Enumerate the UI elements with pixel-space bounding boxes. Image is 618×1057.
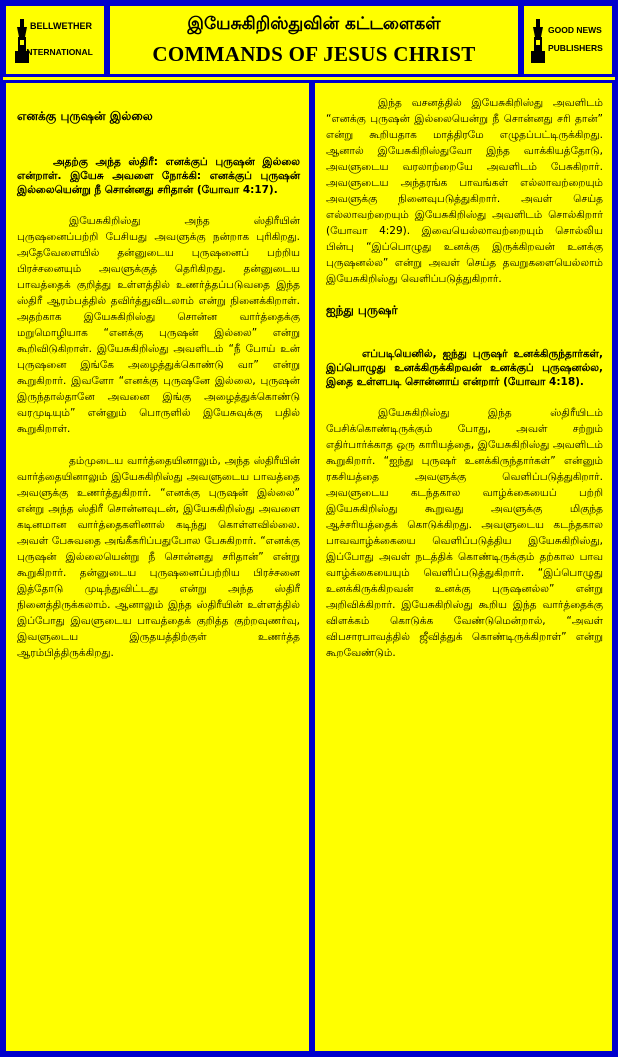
header: [3, 3, 615, 80]
title-box: [107, 3, 521, 77]
good-news-logo[interactable]: [521, 3, 615, 77]
logo-line-1: BELLWETHER: [30, 21, 92, 31]
logo-line-1: GOOD NEWS: [548, 25, 602, 35]
right-column: [312, 80, 615, 1054]
scripture-quote: அதற்கு அந்த ஸ்திரீ: எனக்குப் புருஷன் இல்லை என்றாள். இயேசு அவளை நோக்கி: எனக்குப் புருஷன் இல்லையென்று நீ சொன்னது சரிதான் (யோவா 4:17).: [17, 156, 300, 196]
bell-tower-icon: [530, 17, 546, 65]
body-paragraph: தம்முடைய வார்த்தையினாலும், அந்த ஸ்திரீயின் வார்த்தையினாலும் இயேசுகிறிஸ்து அவளுடைய பாவத்தை அவளுக்கு உணர்த்துகிறார். “எனக்கு புருஷன் இல்லை” என்று அந்த ஸ்திரீ சொன்னவுடன், இயேசுகிறிஸ்து அவளை கடினமான வார்த்தைகளினால் கடிந்து கொள்ளவில்லை. அவள் பேசுவதை அங்கீகரிப்பதுபோல பேசுகிறார். “எனக்கு புருஷன் இல்லையென்று நீ சொன்னது சரிதான்” என்று கூறுகிறார். தன்னுடைய புருஷனைப்பற்றிய பிரச்சனை இத்தோடு முடிந்துவிட்டது என்று அந்த ஸ்திரீ நினைத்திருக்கலாம். ஆனாலும் இந்த ஸ்திரீயின் உள்ளத்தில் இப்போது இவளுடைய பாவத்தைக் குறித்த குற்றவுணர்வு, இவளுடைய இருதயத்திற்குள் உணர்த்த ஆரம்பித்திருக்கிறது.: [17, 455, 300, 659]
bellwether-logo[interactable]: [3, 3, 107, 77]
logo-line-2: PUBLISHERS: [548, 43, 603, 53]
body-paragraph: இந்த வசனத்தில் இயேசுகிறிஸ்து அவளிடம் “எனக்கு புருஷன் இல்லையென்று நீ சொன்னது சரி தான்” என்று கூறியதாக மாத்திரமே எழுதப்பட்டிருக்கிறது. ஆனால் இயேசுகிறிஸ்துவோ இந்த வாக்கியத்தோடு, அவளுடைய வரலாற்றையே அவளிடம் பேசுகிறார். அவளுடைய அந்தரங்க பாவங்கள் எல்லாவற்றையும் அவளுக்கு நினைவுபடுத்துகிறார். அவள் செய்த எல்லாவற்றையும் இயேசுகிறிஸ்து அவளிடம் சொல்கிறார் (யோவா 4:29). இவையெல்லாவற்றையும் சொல்லிய பின்பு “இப்பொழுது உனக்கு இருக்கிறவன் உனக்கு புருஷனல்ல” என்று அவள் செய்த தவறுகளையெல்லாம் இயேசுகிறிஸ்து வெளிப்படுத்துகிறார்.: [326, 97, 603, 285]
body-paragraph: இயேசுகிறிஸ்து இந்த ஸ்திரீயிடம் பேசிக்கொண்டிருக்கும் போது, அவள் சற்றும் எதிர்பார்க்காத ஒரு காரியத்தை, இயேசுகிறிஸ்து அவளிடம் கூறுகிறார். “ஐந்து புருஷர் உனக்கிருந்தார்கள்” என்னும் ரகசியத்தை அவளுக்கு வெளிப்படுத்துகிறார். அவளுடைய கடந்தகால வாழ்க்கையைப் பற்றி இயேசுகிறிஸ்து கூறுவது அவளுக்கு மிகுந்த ஆச்சரியத்தைக் கொடுக்கிறது. அவளுடைய கடந்தகால பாவவாழ்க்கையை வெளிப்படுத்திய இயேசுகிறிஸ்து, இப்போது அவள் நடத்திக் கொண்டிருக்கும் தற்கால பாவ வாழ்க்கையையும் வெளிப்படுத்துகிறார். “இப்பொழுது உனக்கிருக்கிறவன் உனக்கு புருஷனல்ல” என்று அறிவிக்கிறார். இயேசுகிறிஸ்து கூறிய இந்த வார்த்தைக்கு விளக்கம் கொடுக்க வேண்டுமென்றால், “அவள் விபசாரபாவத்தில் ஜீவித்துக் கொண்டிருக்கிறாள்” என்று கூறவேண்டும்.: [326, 407, 603, 659]
section-heading: ஐந்து புருஷர்: [326, 303, 398, 317]
scripture-quote: எப்படியெனில், ஐந்து புருஷர் உனக்கிருந்தார்கள், இப்பொழுது உனக்கிருக்கிறவன் உனக்குப் புருஷனல்ல, இதை உள்ளபடி சொன்னாய் என்றார் (யோவா 4:18).: [326, 348, 603, 388]
title-tamil: இயேசுகிறிஸ்துவின் கட்டளைகள்: [187, 14, 441, 34]
section-heading: எனக்கு புருஷன் இல்லை: [17, 109, 153, 123]
left-column: [3, 80, 312, 1054]
body-paragraph: இயேசுகிறிஸ்து அந்த ஸ்திரீயின் புருஷனைப்பற்றி பேசியது அவளுக்கு நன்றாக புரிகிறது. அதேவேளையில் தன்னுடைய புருஷனைப் பற்றிய பிரச்சனையும் அவளுக்குத் தெரிகிறது. தன்னுடைய பாவத்தைக் குறித்து உள்ளத்தில் உணர்த்தப்படுவதை இந்த ஸ்திரீ ஆரம்பத்தில் தவிர்த்துவிடலாம் என்று நினைக்கிறாள். அதற்காக இயேசுகிறிஸ்து சொன்ன வார்த்தைக்கு மறுமொழியாக “எனக்கு புருஷன் இல்லை” என்று கூறிவிடுகிறாள். இயேசுகிறிஸ்து அவளிடம் “நீ போய் உன் புருஷனை இங்கே அழைத்துக்கொண்டு வா” என்று கூறுகிறார். இவளோ “எனக்கு புருஷனே இல்லை, புருஷன் இருந்தால்தானே அவனை இங்கு அழைத்துக்கொண்டு வரமுடியும்” என்னும் பொருளில் இயேசுவுக்கு பதில் கூறுகிறாள்.: [17, 215, 300, 435]
logo-line-2: INTERNATIONAL: [24, 47, 93, 57]
title-english: COMMANDS OF JESUS CHRIST: [152, 42, 476, 66]
